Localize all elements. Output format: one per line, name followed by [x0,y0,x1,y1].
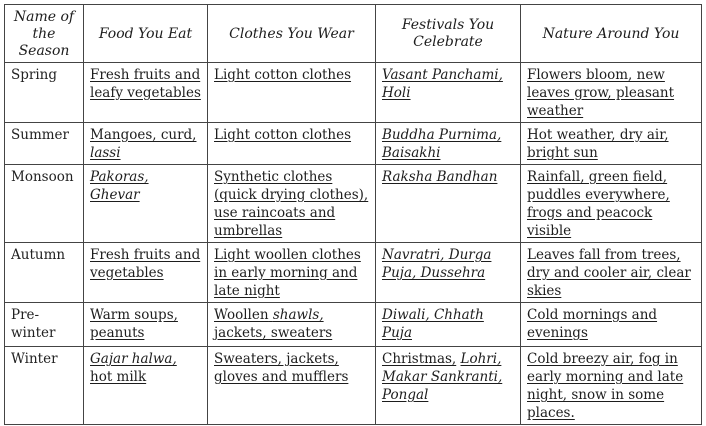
table-row [5,243,702,303]
nature-cell [521,165,702,243]
clothes-cell [208,347,376,425]
season-cell: Summer [5,123,84,165]
food-cell [84,63,208,123]
header-food: Food You Eat [84,5,208,63]
festivals-cell [376,63,521,123]
food-text: Fresh fruits and leafy vegetables [90,67,201,101]
festivals-text-italic: Lohri, [460,351,502,367]
food-text-italic: Gajar halwa, [90,351,177,367]
festivals-text: Raksha Bandhan [382,169,498,185]
table-row [5,63,702,123]
festivals-cell [376,243,521,303]
nature-cell [521,347,702,425]
header-nature: Nature Around You [521,5,702,63]
nature-text: Leaves fall from trees, dry and cooler air, clear skies [527,247,691,299]
nature-cell [521,303,702,347]
food-cell [84,243,208,303]
table-row [5,303,702,347]
food-text: hot milk [90,369,147,385]
clothes-cell [208,243,376,303]
seasons-table [4,4,702,425]
season-cell: Monsoon [5,165,84,243]
table-row [5,123,702,165]
nature-text: Hot weather, dry air, bright sun [527,127,669,161]
nature-text: Cold breezy air, fog in early morning and late night, snow in some places. [527,351,684,421]
clothes-text-2: jackets, sweaters [214,325,333,341]
clothes-text: Synthetic clothes (quick drying clothes), use raincoats and umbrellas [214,169,369,239]
nature-cell [521,123,702,165]
clothes-cell [208,165,376,243]
festivals-text: Navratri, Durga Puja, Dussehra [382,247,492,281]
clothes-text-italic: shawls, [272,307,324,323]
nature-text: Cold mornings and evenings [527,307,658,341]
food-text: Warm soups, peanuts [90,307,178,341]
festivals-text: Christmas, [382,351,457,367]
food-text: Mangoes, curd, [90,127,197,143]
festivals-text: Buddha Purnima, Baisakhi [382,127,502,161]
festivals-cell [376,347,521,425]
festivals-text-italic-3: Pongal [382,387,429,403]
food-cell [84,165,208,243]
nature-cell [521,63,702,123]
food-text: Fresh fruits and vegetables [90,247,201,281]
table-row [5,347,702,425]
header-season: Name of the Season [5,5,84,63]
table-row [5,165,702,243]
season-cell: Winter [5,347,84,425]
season-cell: Pre-winter [5,303,84,347]
clothes-text: Light cotton clothes [214,67,352,83]
header-clothes: Clothes You Wear [208,5,376,63]
festivals-cell [376,303,521,347]
nature-cell [521,243,702,303]
season-cell: Autumn [5,243,84,303]
festivals-text-italic-2: Makar Sankranti, [382,369,503,385]
clothes-text: Light woollen clothes in early morning and late night [214,247,361,299]
festivals-cell [376,123,521,165]
festivals-text: Vasant Panchami, Holi [382,67,503,101]
clothes-cell [208,63,376,123]
clothes-text: Light cotton clothes [214,127,352,143]
clothes-text: Sweaters, jackets, gloves and mufflers [214,351,349,385]
nature-text: Flowers bloom, new leaves grow, pleasant weather [527,67,675,119]
festivals-text: Diwali, Chhath Puja [382,307,484,341]
season-cell: Spring [5,63,84,123]
food-cell [84,347,208,425]
clothes-cell [208,123,376,165]
header-row [5,5,702,63]
clothes-text: Woollen [214,307,269,323]
food-text-italic: lassi [90,145,121,161]
festivals-cell [376,165,521,243]
food-cell [84,123,208,165]
header-festivals: Festivals You Celebrate [376,5,521,63]
food-text: Pakoras, Ghevar [90,169,149,203]
nature-text: Rainfall, green field, puddles everywhere, frogs and peacock visible [527,169,670,239]
food-cell [84,303,208,347]
clothes-cell [208,303,376,347]
